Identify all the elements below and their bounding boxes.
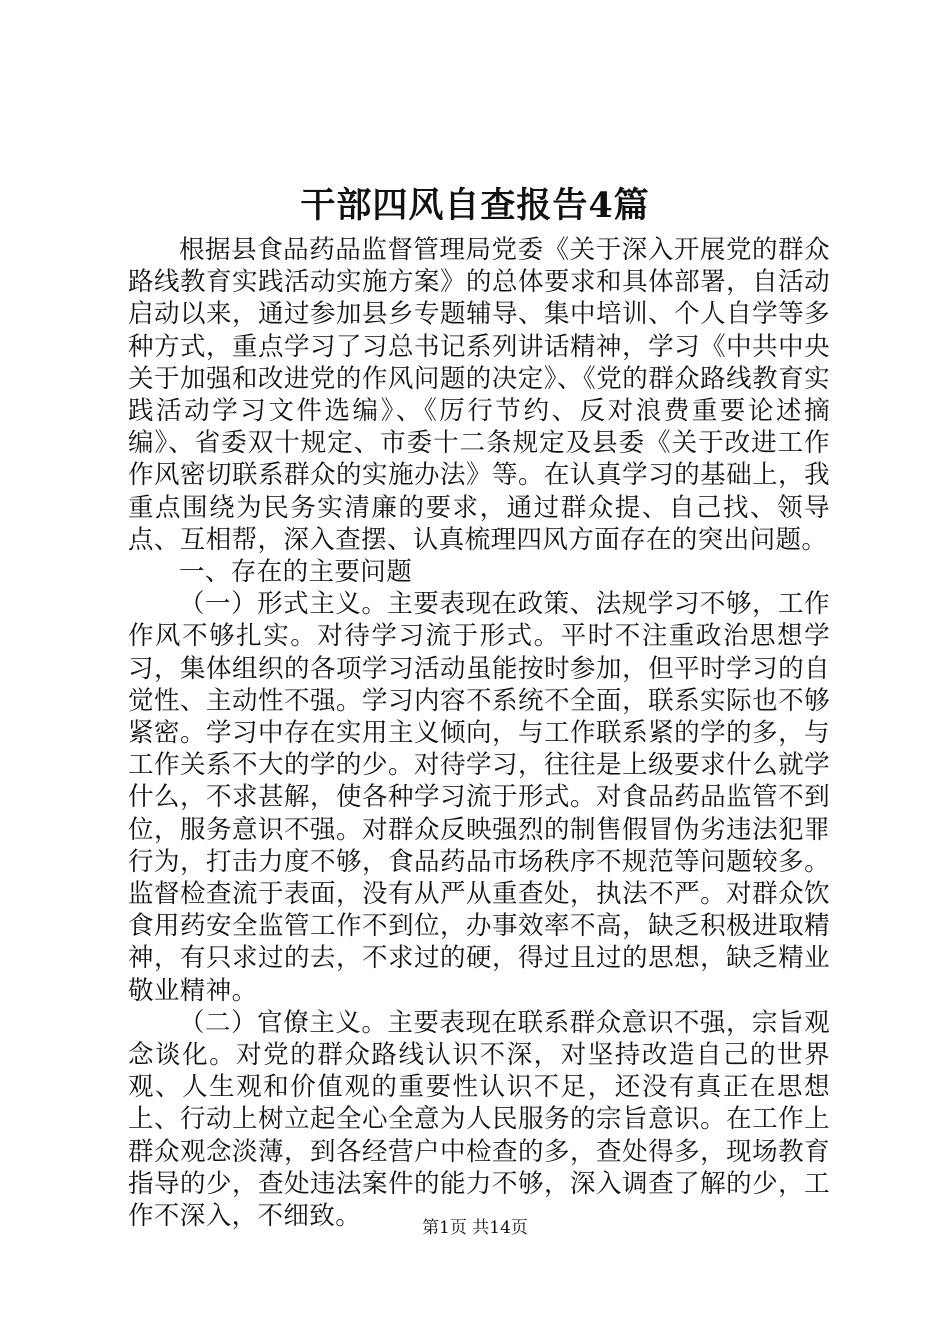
- document-title: 干部四风自查报告4篇: [300, 185, 650, 226]
- page-number-footer: 第1页 共14页: [422, 1218, 528, 1238]
- section-heading: 一、存在的主要问题: [179, 557, 413, 588]
- formalism-paragraph: （一）形式主义。主要表现在政策、法规学习不够，工作作风不够扎实。对待学习流于形式。平时不注重政治思想学习，集体组织的各项学习活动虽能按时参加，但平时学习的自觉性、主动性不强。学习内容不系统不全面，联系实际也不够紧密。学习中存在实用主义倾向，与工作联系紧的学的多，与工作关系不大的学的少。对待学习，往往是上级要求什么就学什么，不求甚解，使各种学习流于形式。对食品药品监管不到位，服务意识不强。对群众反映强烈的制售假冒伪劣违法犯罪行为，打击力度不够，食品药品市场秩序不规范等问题较多。监督检查流于表面，没有从严从重查处，执法不严。对群众饮食用药安全监管工作不到位，办事效率不高，缺乏积极进取精神，有只求过的去，不求过的硬，得过且过的思想，缺乏精业敬业精神。: [128, 589, 830, 1006]
- intro-paragraph: 根据县食品药品监督管理局党委《关于深入开展党的群众路线教育实践活动实施方案》的总体要求和具体部署，自活动启动以来，通过参加县乡专题辅导、集中培训、个人自学等多种方式，重点学习了习总书记系列讲话精神，学习《中共中央关于加强和改进党的作风问题的决定》、《党的群众路线教育实践活动学习文件选编》、《厉行节约、反对浪费重要论述摘编》、省委双十规定、市委十二条规定及县委《关于改进工作作风密切联系群众的实施办法》等。在认真学习的基础上，我重点围绕为民务实清廉的要求，通过群众提、自己找、领导点、互相帮，深入查摆、认真梳理四风方面存在的突出问题。: [128, 235, 830, 555]
- bureaucratism-paragraph: （二）官僚主义。主要表现在联系群众意识不强，宗旨观念谈化。对党的群众路线认识不深，对坚持改造自己的世界观、人生观和价值观的重要性认识不足，还没有真正在思想上、行动上树立起全心全意为人民服务的宗旨意识。在工作上群众观念淡薄，到各经营户中检查的多，查处得多，现场教育指导的少，查处违法案件的能力不够，深入调查了解的少，工作不深入，不细致。: [128, 1007, 830, 1232]
- document-body: [128, 234, 830, 1232]
